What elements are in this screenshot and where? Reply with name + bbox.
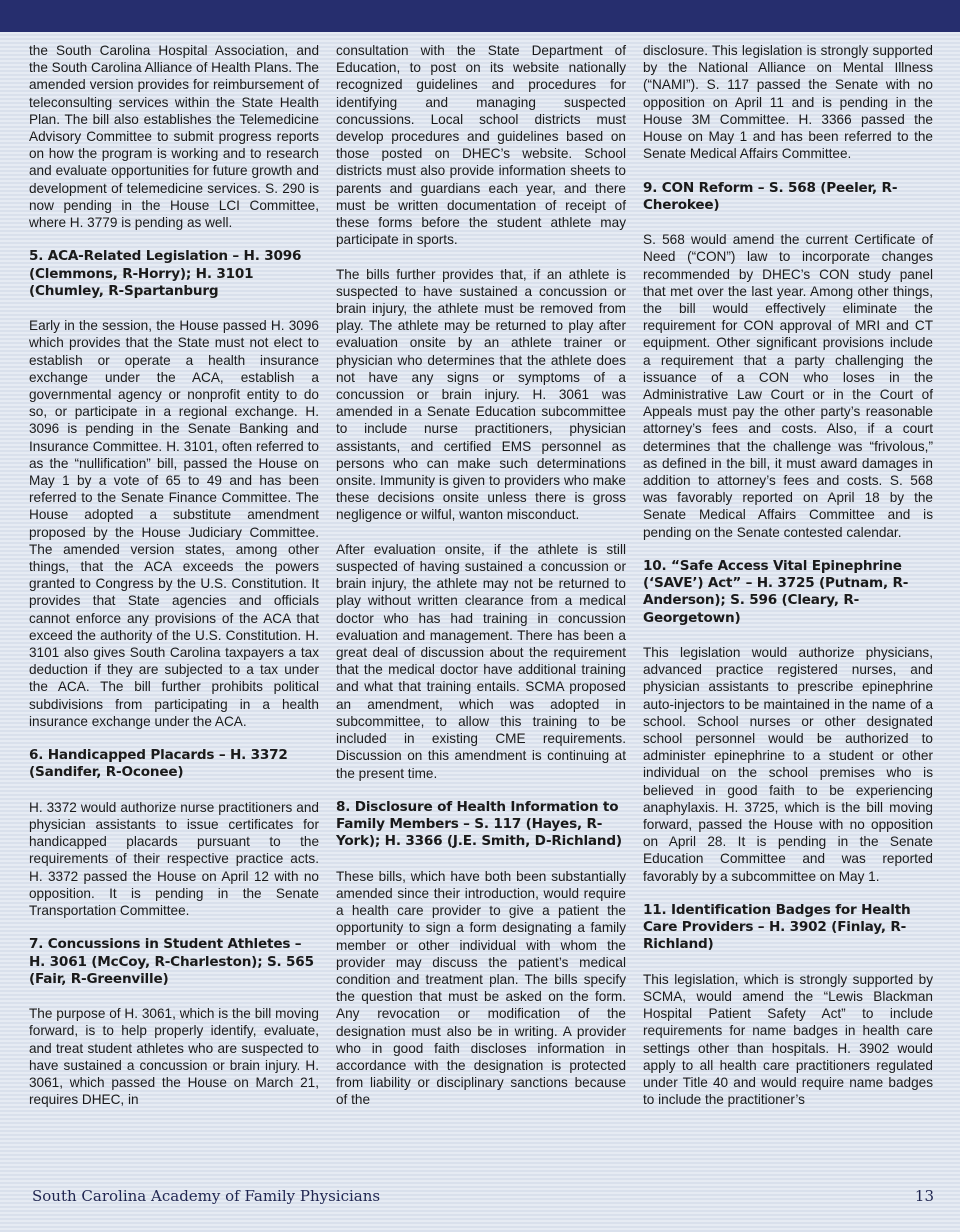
section-heading: 9. CON Reform – S. 568 (Peeler, R-Cherokee)	[643, 179, 898, 213]
body-paragraph: H. 3372 would authorize nurse practitioners and physician assistants to issue certificates for handicapped placards pursuant to the requirements of their respective practice acts. H. 3372 passed the House on April 12 with no opposition. It is pending in the Senate Transportation Committee.	[29, 799, 319, 919]
column-3	[643, 42, 933, 1126]
body-paragraph: The purpose of H. 3061, which is the bill moving forward, is to help properly identify, evaluate, and treat student athletes who are suspected to have sustained a concussion or brain injury. H. 3061, which passed the House on March 21, requires DHEC, in	[29, 1006, 319, 1108]
body-paragraph: disclosure. This legislation is strongly supported by the National Alliance on Mental Illness (“NAMI”). S. 117 passed the Senate with no opposition on April 11 and is pending in the House 3M Committee. H. 3366 passed the House on May 1 and has been referred to the Senate Medical Affairs Committee.	[643, 43, 933, 162]
body-paragraph: This legislation would authorize physicians, advanced practice registered nurses, and physician assistants to prescribe epinephrine auto-injectors to be maintained in the name of a school. School nurses or other designated school personnel would be authorized to administer epinephrine to a student or other individual on the school premises who is believed in good faith to be experiencing anaphylaxis. H. 3725, which is the bill moving forward, passed the House with no opposition on April 28. It is pending in the Senate Education Committee and was reported favorably by a subcommittee on May 1.	[643, 645, 933, 884]
body-paragraph: the South Carolina Hospital Association, and the South Carolina Alliance of Health Plans. The amended version provides for reimbursement of teleconsulting services within the State Health Plan. The bill also establishes the Telemedicine Advisory Committee to submit progress reports on how the program is working and to research and evaluate opportunities for future growth and development of telemedicine services. S. 290 is now pending in the House LCI Committee, where H. 3779 is pending as well.	[29, 43, 319, 231]
body-paragraph: After evaluation onsite, if the athlete is still suspected of having sustained a concussion or brain injury, the athlete may not be returned to play without written clearance from a medical doctor who has had training in concussion evaluation and management. There has been a great deal of discussion about the requirement that the medical doctor have additional training and what that training entails. SCMA proposed an amendment, which was adopted in subcommittee, to allow this training to be included in existing CME requirements. Discussion on this amendment is continuing at the present time.	[336, 541, 626, 781]
body-paragraph: Early in the session, the House passed H. 3096 which provides that the State must not elect to establish or operate a health insurance exchange under the ACA, establish a governmental agency or nonprofit entity to do so, or participate in a regional exchange. H. 3096 is pending in the Senate Banking and Insurance Committee. H. 3101, often referred to as the “nullification” bill, passed the House on May 1 by a vote of 65 to 49 and has been referred to the Senate Finance Committee. The House adopted a substitute amendment proposed by the House Judiciary Committee. The amended version states, among other things, that the ACA exceeds the powers granted to Congress by the U.S. Constitution. It provides that State agencies and officials cannot enforce any provisions of the ACA that exceed the authority of the U.S. Constitution. H. 3101 also gives South Carolina taxpayers a tax deduction if they are subjected to a tax under the ACA. The bill further prohibits political subdivisions from participating in a health insurance exchange under the ACA.	[29, 318, 319, 729]
section-heading: 7. Concussions in Student Athletes – H. 3061 (McCoy, R-Charleston); S. 565 (Fair, R-Greenville)	[29, 936, 314, 987]
top-banner-bar	[0, 0, 960, 32]
column-1	[29, 42, 319, 1126]
body-paragraph: The bills further provides that, if an athlete is suspected to have sustained a concussion or brain injury, the athlete must be removed from play. The athlete may be returned to play after evaluation onsite by an athlete trainer or physician who determines that the athlete does not have any signs or symptoms of a concussion or brain injury. H. 3061 was amended in a Senate Education subcommittee to include nurse practitioners, physician assistants, and certified EMS personnel as persons who can make such determinations onsite. Immunity is given to providers who make these decisions onsite unless there is gross negligence or wilful, wanton misconduct.	[336, 266, 626, 523]
column-2	[336, 42, 626, 1126]
article-columns	[29, 42, 933, 1162]
footer-publication-name: South Carolina Academy of Family Physicians	[32, 1187, 381, 1205]
section-heading: 5. ACA-Related Legislation – H. 3096 (Clemmons, R-Horry); H. 3101 (Chumley, R-Spartanburg	[29, 248, 302, 299]
body-paragraph: This legislation, which is strongly supported by SCMA, would amend the “Lewis Blackman Hospital Patient Safety Act” to include requirements for name badges in health care settings other than hospitals. H. 3902 would apply to all health care practitioners regulated under Title 40 and would require name badges to include the practitioner’s	[643, 971, 933, 1108]
section-heading: 10. “Safe Access Vital Epinephrine (‘SAVE’) Act” – H. 3725 (Putnam, R-Anderson); S. 596 (Cleary, R-Georgetown)	[643, 558, 909, 626]
body-paragraph: consultation with the State Department of Education, to post on its website nationally recognized guidelines and procedures for identifying and managing suspected concussions. Local school districts must develop procedures and guidelines based on those posted on DHEC’s website. School districts must also provide information sheets to parents and guardians each year, and there must be written documentation of receipt of these forms before the student athlete may participate in sports.	[336, 43, 626, 248]
section-heading: 6. Handicapped Placards – H. 3372 (Sandifer, R-Oconee)	[29, 747, 288, 781]
body-paragraph: These bills, which have both been substantially amended since their introduction, would require a health care provider to give a patient the opportunity to sign a form designating a family member or other individual with whom the provider may discuss the patient’s medical condition and treatment plan. The bills specify the question that must be asked on the form. Any revocation or modification of the designation must also be in writing. A provider who in good faith discloses information in accordance with the designation is protected from liability or disciplinary sanctions because of the	[336, 868, 626, 1108]
body-paragraph: S. 568 would amend the current Certificate of Need (“CON”) law to incorporate changes recommended by DHEC’s CON study panel that met over the last year. Among other things, the bill would effectively eliminate the requirement for CON approval of MRI and CT equipment. Other significant provisions include a requirement that a party challenging the issuance of a CON who loses in the Administrative Law Court or in the Court of Appeals must pay the other party’s reasonable attorney’s fees and costs. Also, if a court determines that the challenge was “frivolous,” as defined in the bill, it must award damages in addition to attorney’s fees and costs. S. 568 was favorably reported on April 18 by the Senate Medical Affairs Committee and is pending on the Senate contested calendar.	[643, 232, 933, 540]
footer-page-number: 13	[914, 1187, 934, 1205]
section-heading: 8. Disclosure of Health Information to Family Members – S. 117 (Hayes, R-York); H. 3366 (J.E. Smith, D-Richland)	[336, 798, 622, 850]
section-heading: 11. Identification Badges for Health Care Providers – H. 3902 (Finlay, R-Richland)	[643, 902, 911, 953]
